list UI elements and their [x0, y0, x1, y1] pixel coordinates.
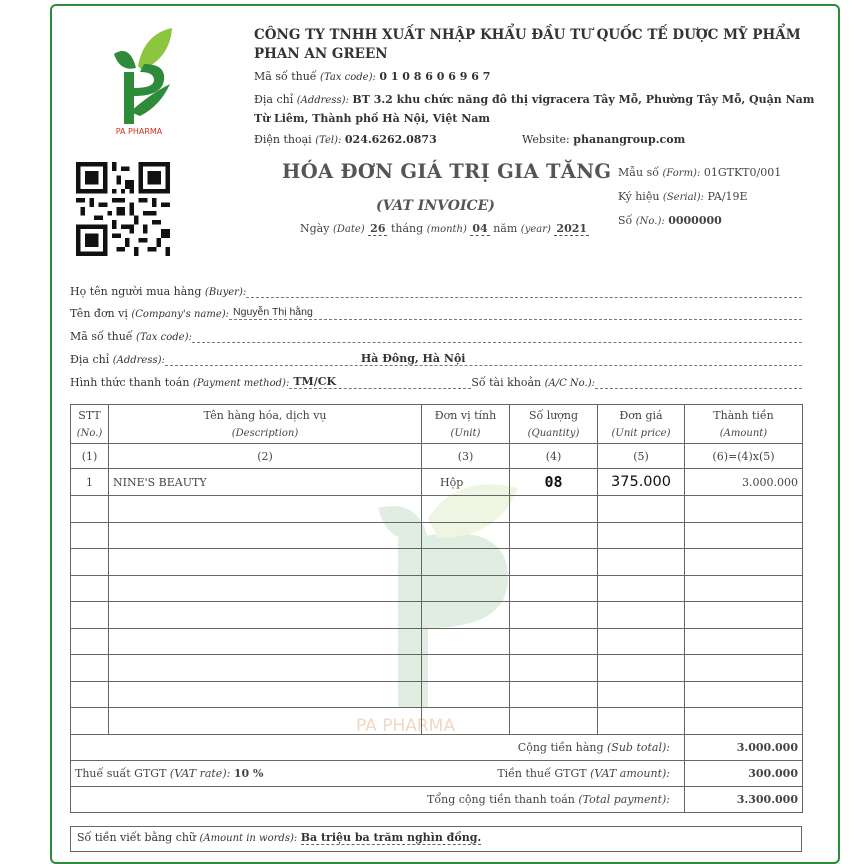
company-label-en: (Company's name):: [131, 309, 230, 320]
form-label-en: (Form):: [662, 168, 701, 179]
serial-label: Ký hiệu: [618, 190, 660, 203]
buyer-name-field[interactable]: [246, 284, 802, 298]
form-label: Mẫu số: [618, 166, 659, 179]
logo-caption: PA PHARMA: [115, 127, 163, 136]
buyer-tax-field[interactable]: [192, 329, 802, 343]
form-value: 01GTKT0/001: [703, 166, 782, 179]
buyer-tax-label-en: (Tax code):: [136, 332, 192, 343]
company-tax-line: [254, 70, 490, 83]
year-label-en: (year): [520, 224, 551, 235]
no-label: Số: [618, 214, 633, 227]
buyer-address-row: [70, 350, 802, 366]
table-row: [71, 628, 803, 655]
account-number-field[interactable]: [595, 375, 802, 389]
invoice-day: 26: [370, 222, 386, 235]
table-row: [71, 549, 803, 576]
invoice-year: 2021: [556, 222, 588, 235]
payment-row: [70, 373, 802, 389]
table-row: [71, 522, 803, 549]
invoice-title: HÓA ĐƠN GIÁ TRỊ GIA TĂNG: [282, 160, 612, 183]
watermark-text: PA PHARMA: [356, 716, 455, 736]
row-unit: Hộp: [422, 469, 510, 496]
no-label-en: (No.):: [635, 216, 665, 227]
total-label: Tổng cộng tiền thanh toán (Total payment):: [71, 786, 685, 812]
buyer-tax-label: Mã số thuế: [70, 330, 133, 343]
buyer-name-row: [70, 282, 802, 298]
col-num: (5): [598, 444, 685, 469]
tax-code-label-en: (Tax code):: [320, 72, 376, 83]
company-logo: [100, 24, 178, 132]
vat-row: [71, 760, 803, 786]
table-row: [71, 469, 803, 496]
date-label: Ngày: [300, 222, 330, 235]
company-name-field[interactable]: Nguyễn Thị hằng: [229, 306, 802, 320]
month-label: tháng: [390, 222, 424, 235]
serial-value: PA/19E: [707, 190, 748, 203]
company-name-row: [70, 304, 802, 320]
phone-label: Điện thoại: [254, 133, 312, 146]
header-quantity: Số lượng (Quantity): [510, 405, 598, 444]
words-label-en: (Amount in words):: [199, 833, 298, 844]
invoice-month: 04: [472, 222, 488, 235]
header-amount: Thành tiền (Amount): [685, 405, 803, 444]
buyer-address-field[interactable]: Hà Đông, Hà Nội: [165, 352, 802, 366]
vat-amount-label: Tiền thuế GTGT (VAT amount):: [422, 760, 685, 786]
buyer-address-label-en: (Address):: [112, 355, 165, 366]
company-label: Tên đơn vị: [70, 307, 128, 320]
col-num: (4): [510, 444, 598, 469]
company-phone-line: [254, 133, 437, 146]
buyer-tax-row: [70, 327, 802, 343]
month-label-en: (month): [426, 224, 467, 235]
col-num: (3): [422, 444, 510, 469]
payment-method-field[interactable]: TM/CK: [289, 375, 471, 389]
invoice-subtitle: (VAT INVOICE): [376, 198, 495, 214]
company-website-line: [522, 133, 685, 146]
company-address-line-2: [254, 112, 490, 125]
items-table: [70, 404, 803, 813]
header-description: Tên hàng hóa, dịch vụ (Description): [109, 405, 422, 444]
row-description: NINE'S BEAUTY: [109, 469, 422, 496]
total-value: 3.300.000: [736, 792, 798, 806]
table-header: [71, 405, 803, 444]
header-no: STT (No.): [71, 405, 109, 444]
col-num: (2): [109, 444, 422, 469]
buyer-label-en: (Buyer):: [204, 287, 247, 298]
row-amount: 3.000.000: [685, 469, 803, 496]
account-label: Số tài khoản: [471, 376, 542, 389]
form-number: [618, 166, 781, 179]
vat-rate: Thuế suất GTGT (VAT rate): 10 %: [71, 760, 422, 786]
company-tax-code: 0 1 0 8 6 0 6 9 6 7: [379, 70, 491, 83]
qr-code: [76, 162, 170, 256]
header-unit: Đơn vị tính (Unit): [422, 405, 510, 444]
invoice-number: [618, 214, 722, 227]
table-row: [71, 708, 803, 735]
serial-number: [618, 190, 748, 203]
payment-label-en: (Payment method):: [192, 378, 290, 389]
payment-label: Hình thức thanh toán: [70, 376, 190, 389]
account-label-en: (A/C No.):: [544, 378, 595, 389]
subtotal-value: 3.000.000: [736, 740, 798, 754]
phone-label-en: (Tel):: [315, 135, 342, 146]
col-num: (6)=(4)x(5): [685, 444, 803, 469]
buyer-label: Họ tên người mua hàng: [70, 285, 202, 298]
company-phone: 024.6262.0873: [344, 133, 437, 146]
serial-label-en: (Serial):: [662, 192, 705, 203]
no-value: 0000000: [668, 214, 722, 227]
table-row: [71, 602, 803, 629]
company-address-1: BT 3.2 khu chức năng đô thị vigracera Tây Mỗ, Phường Tây Mỗ, Quận Nam: [352, 93, 815, 106]
vat-amount-value: 300.000: [748, 766, 798, 780]
total-row: [71, 786, 803, 812]
date-label-en: (Date): [332, 224, 365, 235]
company-address-line: [254, 93, 814, 106]
buyer-address-label: Địa chỉ: [70, 353, 110, 366]
words-value: Ba triệu ba trăm nghìn đồng.: [300, 831, 482, 844]
company-address-2: Từ Liêm, Thành phố Hà Nội, Việt Nam: [254, 112, 491, 125]
table-row: [71, 575, 803, 602]
amount-in-words: [70, 826, 802, 852]
invoice-date: [300, 222, 589, 235]
website-label: Website:: [522, 133, 570, 146]
col-num: (1): [71, 444, 109, 469]
subtotal-label: Cộng tiền hàng (Sub total):: [71, 734, 685, 760]
subtotal-row: [71, 734, 803, 760]
row-unit-price: 375.000: [611, 474, 671, 490]
column-numbers: [71, 444, 803, 469]
table-row: [71, 681, 803, 708]
header-unit-price: Đơn giá (Unit price): [598, 405, 685, 444]
table-row: [71, 655, 803, 682]
table-row: [71, 496, 803, 523]
year-label: năm: [493, 222, 518, 235]
address-label-en: (Address):: [296, 95, 349, 106]
company-website[interactable]: phanangroup.com: [573, 133, 686, 146]
address-label: Địa chỉ: [254, 93, 294, 106]
row-quantity: 08: [544, 473, 563, 491]
words-label: Số tiền viết bằng chữ: [77, 831, 197, 844]
tax-code-label: Mã số thuế: [254, 70, 317, 83]
company-name: CÔNG TY TNHH XUẤT NHẬP KHẨU ĐẦU TƯ QUỐC TẾ DƯỢC MỸ PHẨM PHAN AN GREEN: [254, 27, 801, 62]
row-no: 1: [71, 469, 109, 496]
